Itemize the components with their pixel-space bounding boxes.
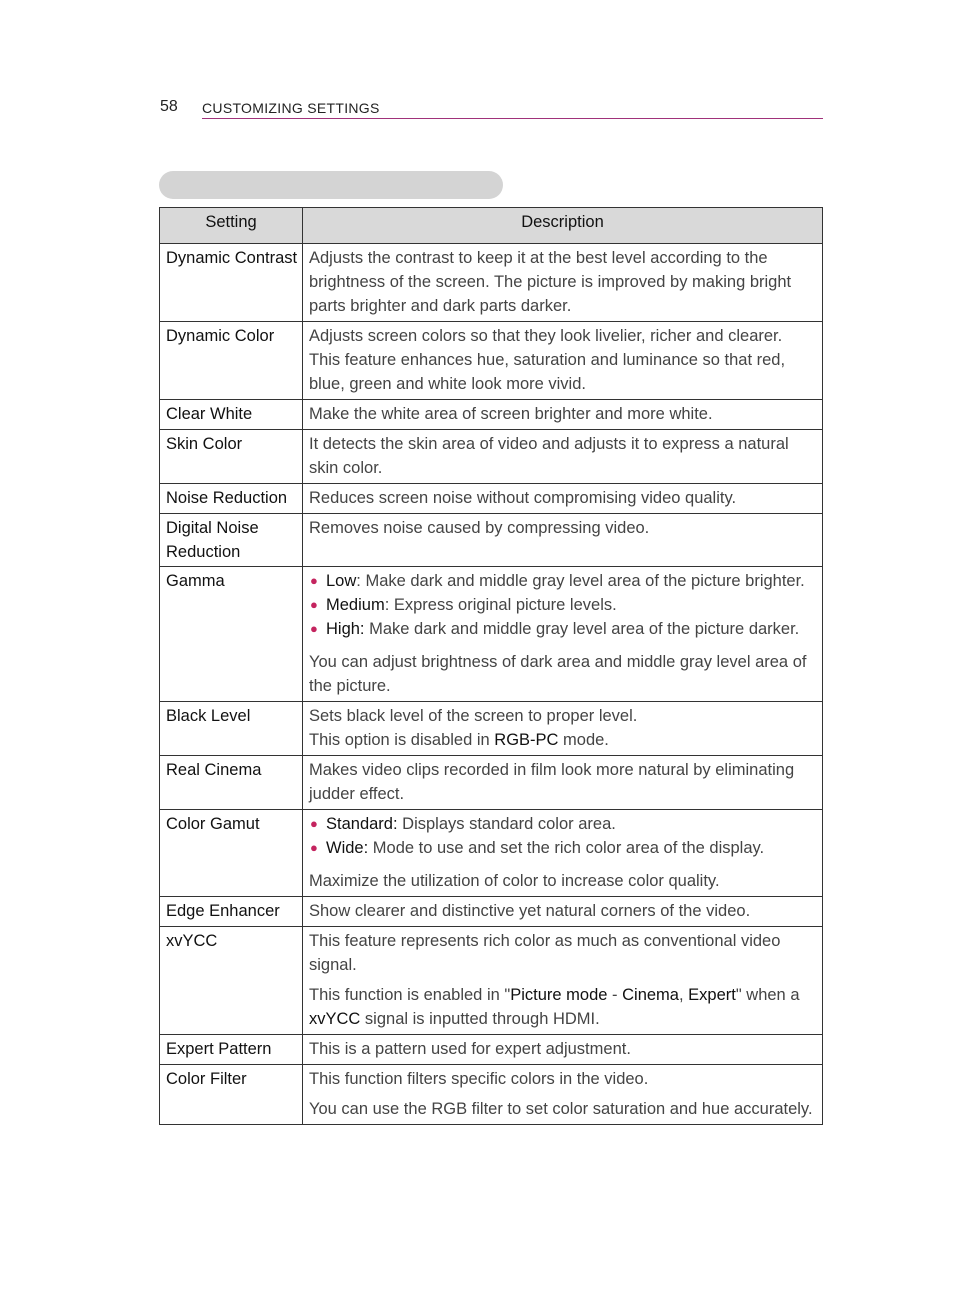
bullet-list	[309, 812, 816, 860]
setting-name: Real Cinema	[160, 756, 303, 810]
option-text: Make dark and middle gray level area of the picture darker.	[364, 620, 800, 638]
setting-name: Noise Reduction	[160, 484, 303, 514]
setting-name: Gamma	[160, 567, 303, 702]
setting-description	[303, 1065, 823, 1125]
setting-name: Edge Enhancer	[160, 897, 303, 927]
page-number: 58	[160, 98, 178, 115]
setting-note: You can use the RGB filter to set color saturation and hue accurately.	[309, 1100, 813, 1118]
table-row	[160, 514, 823, 567]
setting-description: Makes video clips recorded in film look more natural by eliminating judder effect.	[303, 756, 823, 810]
option-term: Standard:	[326, 815, 398, 833]
menu-term: xvYCC	[309, 1010, 361, 1028]
setting-description	[303, 567, 823, 702]
option-text: : Make dark and middle gray level area of the picture brighter.	[356, 572, 805, 590]
menu-term: Picture mode	[510, 986, 608, 1004]
description-line: This option is disabled in RGB-PC mode.	[309, 731, 609, 749]
setting-name: Expert Pattern	[160, 1035, 303, 1065]
table-row	[160, 897, 823, 927]
setting-name: Color Gamut	[160, 810, 303, 897]
setting-name: Clear White	[160, 400, 303, 430]
column-header-setting: Setting	[160, 208, 303, 244]
description-line: This function filters specific colors in the video.	[309, 1070, 649, 1088]
setting-name: Dynamic Contrast	[160, 244, 303, 322]
bullet-list	[309, 569, 816, 641]
column-header-description: Description	[303, 208, 823, 244]
setting-name: Black Level	[160, 702, 303, 756]
mode-term: RGB-PC	[494, 731, 559, 749]
bullet-icon: ●	[310, 573, 318, 588]
description-line: This feature represents rich color as much as conventional video signal.	[309, 932, 781, 974]
table-row	[160, 567, 823, 702]
setting-note: You can adjust brightness of dark area and middle gray level area of the picture.	[309, 653, 807, 695]
option-text: Mode to use and set the rich color area of the display.	[368, 839, 765, 857]
setting-name: Skin Color	[160, 430, 303, 484]
table-row	[160, 400, 823, 430]
menu-term: Cinema	[622, 986, 679, 1004]
setting-note: This function is enabled in "Picture mode - Cinema, Expert" when a xvYCC signal is inputted through HDMI.	[309, 986, 800, 1028]
setting-description: Removes noise caused by compressing video.	[303, 514, 823, 567]
table-row	[160, 322, 823, 400]
option-text: : Express original picture levels.	[384, 596, 617, 614]
list-item	[309, 812, 816, 836]
bullet-icon: ●	[310, 816, 318, 831]
setting-description: Reduces screen noise without compromising video quality.	[303, 484, 823, 514]
bullet-icon: ●	[310, 597, 318, 612]
option-term: Wide:	[326, 839, 369, 857]
settings-table	[159, 207, 823, 1125]
table-row	[160, 244, 823, 322]
section-heading-bar	[159, 171, 503, 199]
setting-description: Make the white area of screen brighter and more white.	[303, 400, 823, 430]
bullet-icon: ●	[310, 621, 318, 636]
setting-name: Digital Noise Reduction	[160, 514, 303, 567]
header-rule	[202, 118, 823, 119]
table-row	[160, 756, 823, 810]
setting-description	[303, 927, 823, 1035]
option-term: Low	[326, 572, 357, 590]
option-term: High:	[326, 620, 365, 638]
table-row	[160, 1065, 823, 1125]
table-row	[160, 702, 823, 756]
list-item	[309, 836, 816, 860]
description-line: Sets black level of the screen to proper level.	[309, 707, 638, 725]
setting-name: Color Filter	[160, 1065, 303, 1125]
page-header	[160, 98, 822, 120]
setting-description: This is a pattern used for expert adjustment.	[303, 1035, 823, 1065]
list-item	[309, 593, 816, 617]
section-title: CUSTOMIZING SETTINGS	[202, 100, 380, 116]
list-item	[309, 569, 816, 593]
bullet-icon: ●	[310, 840, 318, 855]
option-text: Displays standard color area.	[397, 815, 616, 833]
table-row	[160, 927, 823, 1035]
setting-description: It detects the skin area of video and adjusts it to express a natural skin color.	[303, 430, 823, 484]
setting-description	[303, 810, 823, 897]
table-row	[160, 810, 823, 897]
setting-name: Dynamic Color	[160, 322, 303, 400]
setting-name: xvYCC	[160, 927, 303, 1035]
menu-term: Expert	[688, 986, 736, 1004]
table-row	[160, 1035, 823, 1065]
setting-description	[303, 702, 823, 756]
option-term: Medium	[326, 596, 385, 614]
table-row	[160, 430, 823, 484]
table-header-row	[160, 208, 823, 244]
setting-description: Adjusts screen colors so that they look livelier, richer and clearer. This feature enhances hue, saturation and luminance so that red, blue, green and white look more vivid.	[303, 322, 823, 400]
table-row	[160, 484, 823, 514]
setting-note: Maximize the utilization of color to increase color quality.	[309, 872, 720, 890]
setting-description: Show clearer and distinctive yet natural corners of the video.	[303, 897, 823, 927]
list-item	[309, 617, 816, 641]
setting-description: Adjusts the contrast to keep it at the best level according to the brightness of the screen. The picture is improved by making bright parts brighter and dark parts darker.	[303, 244, 823, 322]
